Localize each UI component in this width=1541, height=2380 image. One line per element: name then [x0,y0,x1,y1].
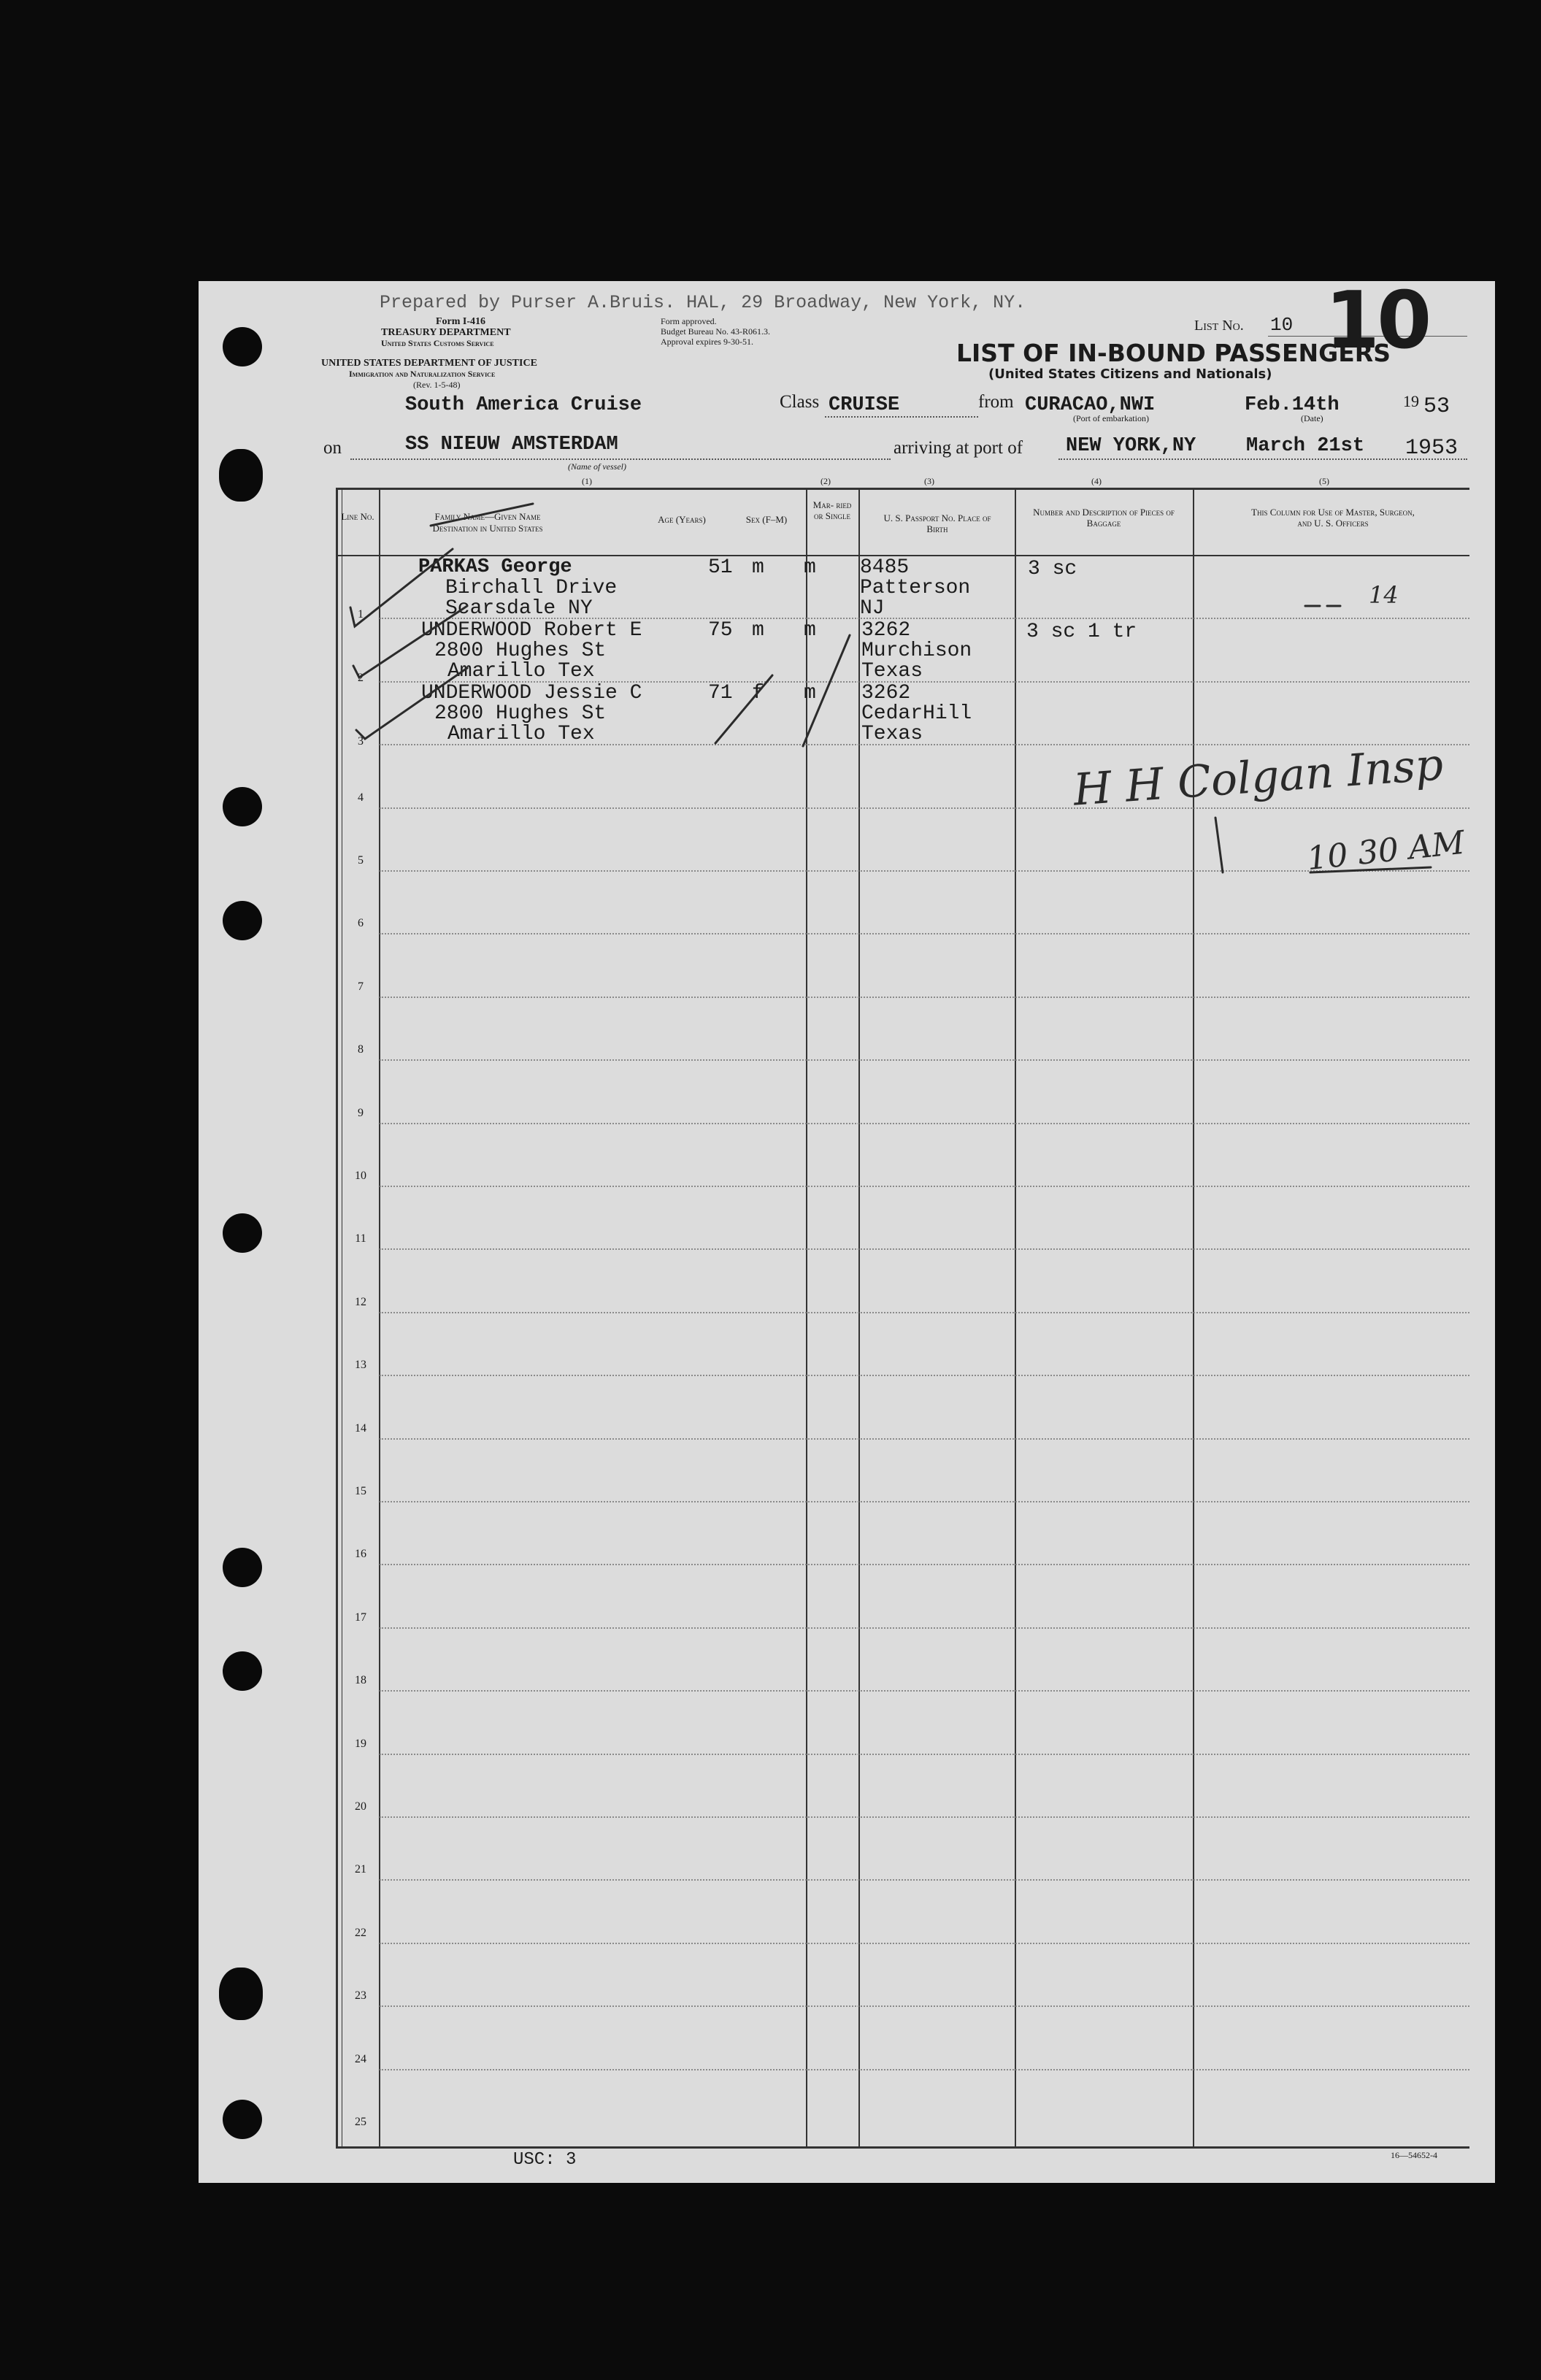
immigration-service: Immigration and Naturalization Service [349,369,496,379]
page-subtitle: (United States Citizens and Nationals) [988,366,1272,382]
pen-stroke [431,504,533,526]
check-mark [356,668,467,739]
line-number: 7 [358,980,364,993]
inspector-signature: H H Colgan Insp [1072,739,1445,816]
line-number: 17 [355,1611,366,1624]
line-number: 16 [355,1548,366,1560]
passenger-name: UNDERWOOD Robert E [421,619,642,642]
column-number: (5) [1319,476,1329,486]
embark-date: Feb.14th [1245,394,1340,416]
cruise-name: South America Cruise [405,394,642,416]
passenger-name: PARKAS George [418,556,572,578]
port-embarkation: CURACAO,NWI [1025,394,1156,416]
baggage: 3 sc [1028,558,1077,580]
line-number: 1 [358,608,364,621]
vessel-name: SS NIEUW AMSTERDAM [405,434,618,456]
birth-place: NJ [860,597,885,620]
passenger-sex: f [752,682,764,705]
passenger-sex: m [752,619,764,642]
page-title: LIST OF IN-BOUND PASSENGERS [956,339,1391,367]
line-number: 14 [355,1422,366,1435]
passport-number: 3262 [861,619,911,642]
usc-count: USC: 3 [513,2150,577,2170]
class-value: CRUISE [829,394,900,416]
passenger-married: m [804,682,816,705]
passenger-address: Amarillo Tex [447,660,595,683]
column-number: (4) [1091,476,1102,486]
line-number: 8 [358,1043,364,1056]
line-number: 10 [355,1170,366,1182]
column-number: (3) [924,476,934,486]
approval-expires: Approval expires 9-30-51. [661,337,753,347]
birth-place: CedarHill [861,702,972,725]
line-number: 19 [355,1738,366,1750]
line-number: 15 [355,1485,366,1497]
on-label: on [323,438,342,458]
line-number: 21 [355,1863,366,1876]
customs-service: United States Customs Service [381,338,494,348]
passenger-address: Birchall Drive [445,577,618,599]
line-number: 3 [358,735,364,748]
from-label: from [978,392,1014,412]
col-header-name: Family Name—Given Name [434,511,541,522]
arrival-port: NEW YORK,NY [1066,435,1196,457]
line-number: 22 [355,1927,366,1939]
prepared-by-line: Prepared by Purser A.Bruis. HAL, 29 Broadway, New York, NY. [380,292,1026,313]
passenger-address: 2800 Hughes St [434,702,607,725]
birth-place: Murchison [861,640,972,662]
column-number: (2) [821,476,831,486]
form-approved: Form approved. [661,316,717,326]
column-number: (1) [582,476,592,486]
baggage: 3 sc 1 tr [1026,621,1137,643]
treasury-department: TREASURY DEPARTMENT [381,327,511,338]
list-no-value: 10 [1270,314,1294,336]
passenger-address: 2800 Hughes St [434,640,607,662]
passenger-address: Amarillo Tex [447,723,595,745]
line-number: 2 [358,672,364,684]
port-embarkation-caption: (Port of embarkation) [1073,413,1149,423]
line-number: 23 [355,1989,366,2002]
birth-place: Patterson [860,577,971,599]
list-no-label: List No. [1194,318,1244,334]
print-code: 16—54652-4 [1391,2150,1437,2160]
list-number-stamp: 10 [1325,275,1429,366]
arriving-label: arriving at port of [894,438,1023,458]
pen-stroke [803,635,850,746]
form-revision: (Rev. 1-5-48) [413,380,461,390]
passenger-married: m [804,556,816,579]
col-header-age: Age (Years) [658,514,706,525]
passenger-married: m [804,619,816,642]
budget-bureau: Budget Bureau No. 43-R061.3. [661,326,770,337]
date-caption: (Date) [1301,413,1323,423]
check-mark [350,549,453,626]
year-prefix: 19 [1403,392,1419,410]
passport-number: 8485 [860,556,910,579]
line-number: 12 [355,1296,366,1308]
birth-place: Texas [861,660,923,683]
col-header-baggage: Number and Description of Pieces of Baggage [1033,507,1175,529]
col-header-destination: Destination in United States [432,523,543,534]
line-number: 25 [355,2116,366,2128]
col-header-line-no: Line No. [341,511,374,522]
col-header-sex: Sex (F–M) [745,514,788,525]
passenger-sex: m [752,556,764,579]
line-number: 24 [355,2053,366,2065]
birth-place: Texas [861,723,923,745]
line-number: 13 [355,1359,366,1371]
line-number: 11 [355,1232,366,1245]
col-header-passport: U. S. Passport No. Place of Birth [883,513,991,534]
line-number: 6 [358,917,364,929]
line-number: 18 [355,1674,366,1686]
passport-number: 3262 [861,682,911,705]
col-header-married: Mar- ried or Single [812,499,852,521]
officer-note: 14 [1369,581,1399,609]
passenger-age: 51 [708,556,733,579]
vessel-caption: (Name of vessel) [568,461,626,472]
arrival-year: 1953 [1405,436,1459,461]
passenger-age: 75 [708,619,733,642]
check-mark [353,606,467,677]
col-header-officers: This Column for Use of Master, Surgeon, and U. S. Officers [1251,507,1415,529]
line-number: 9 [358,1107,364,1119]
line-number: 20 [355,1800,366,1813]
passenger-age: 71 [708,682,733,705]
line-number: 4 [358,791,364,804]
year-suffix: 53 [1423,394,1450,419]
justice-department: UNITED STATES DEPARTMENT OF JUSTICE [321,358,537,369]
form-id: Form I-416 [436,316,486,327]
passenger-address: Scarsdale NY [445,597,593,620]
passenger-name: UNDERWOOD Jessie C [421,682,642,705]
arrival-date: March 21st [1246,435,1365,457]
pen-stroke [1215,818,1223,872]
pen-stroke [715,675,772,743]
inspector-time: 10 30 AM [1304,824,1467,878]
line-number: 5 [358,854,364,867]
class-label: Class [780,392,820,412]
